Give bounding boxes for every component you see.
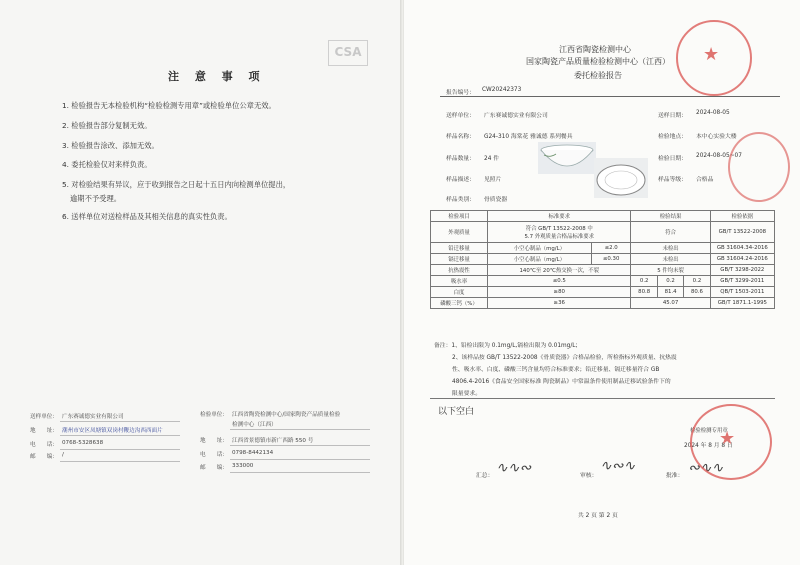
test-limit: ≤0.30: [591, 254, 631, 265]
note-line: 4806.4-2016《食品安全国家标准 陶瓷制品》中常温条件使用制品迁移试验条件下的: [452, 379, 671, 385]
desc: 见照片: [484, 177, 502, 183]
notice-item: 逾期不予受理。: [70, 194, 122, 203]
test-basis: GB/T 1871.1-1995: [710, 298, 774, 309]
note-line: 限量要求。: [452, 391, 481, 397]
qty: 24 件: [484, 156, 500, 162]
table-row: [431, 243, 775, 254]
test-req: ≥36: [488, 298, 631, 309]
test-result: 5 件均未裂: [631, 265, 710, 276]
test-item: 白度: [431, 287, 488, 298]
test-result-3: 80.6: [684, 287, 710, 298]
table-row: [431, 287, 775, 298]
review-label: 审核：: [580, 473, 598, 479]
lab-address-label: 地 址：: [200, 438, 228, 444]
seal-label: 检验检测专用章: [690, 428, 728, 434]
sender-phone: 0768-5328638: [62, 440, 104, 446]
sender-unit-label: 送样单位：: [30, 414, 58, 420]
notice-item: 6. 送样单位对送检样品及其相关信息的真实性负责。: [62, 212, 232, 221]
qty-label: 样品数量：: [446, 156, 475, 162]
desc-label: 样品描述：: [446, 177, 475, 183]
note-line: 备注：1、铅检出限为 0.1mg/L,镉检出限为 0.01mg/L;: [434, 343, 578, 349]
test-req: 140℃至 20℃热交换一次，不裂: [488, 265, 631, 276]
test-req: 小空心制品（mg/L）: [488, 254, 592, 265]
col-header: 检验依据: [710, 211, 774, 222]
blank-below: 以下空白: [438, 407, 475, 417]
test-result-1: 80.8: [631, 287, 657, 298]
sample-name: G24-310 海棠花 雅诚德 系列餐具: [484, 134, 573, 140]
test-req: ≥80: [488, 287, 631, 298]
test-basis: GB 31604.34-2016: [710, 243, 774, 254]
partial-seal: [728, 132, 790, 202]
test-basis: GB/T 3299-2011: [710, 276, 774, 287]
send-date: 2024-08-05: [696, 110, 730, 116]
test-result: 45.07: [631, 298, 710, 309]
lab-postcode-label: 邮 编：: [200, 465, 228, 471]
test-req: 小空心制品（mg/L）: [488, 243, 592, 254]
sender-address: 潮州市安区凤塘镇双岗村鞭边沟西西面片: [62, 428, 163, 434]
report-no-label: 报告编号：: [446, 90, 475, 96]
compile-label: 汇总：: [476, 473, 494, 479]
col-header: 检验项目: [431, 211, 488, 222]
test-result: 符合: [631, 222, 710, 243]
test-result: 未检出: [631, 243, 710, 254]
test-basis: GB 31604.24-2016: [710, 254, 774, 265]
test-result-3: 0.2: [684, 276, 710, 287]
header-line-2: 国家陶瓷产品质量检验检测中心（江西）: [526, 57, 670, 66]
test-item: 铅迁移量: [431, 243, 488, 254]
test-item: 抗热震性: [431, 265, 488, 276]
sender-postcode: /: [62, 452, 64, 458]
col-header: 检验结果: [631, 211, 710, 222]
sender-value: 广东赛诚德实业有限公司: [484, 113, 548, 119]
approve-label: 批准：: [666, 473, 684, 479]
test-place-label: 检验地点：: [658, 134, 687, 140]
table-row: [431, 254, 775, 265]
test-date-label: 检验日期：: [658, 156, 687, 162]
sample-name-label: 样品名称：: [446, 134, 475, 140]
send-date-label: 送样日期：: [658, 113, 687, 119]
table-row: [431, 265, 775, 276]
test-results-table: [430, 210, 775, 309]
sample-photo-bowl: [538, 142, 596, 174]
sender-postcode-label: 邮 编：: [30, 454, 58, 460]
table-row: [431, 276, 775, 287]
lab-address: 江西省景德镇市新广西路 550 号: [232, 438, 314, 444]
notice-item: 2. 检验报告部分复制无效。: [62, 121, 152, 130]
table-row: [431, 222, 775, 243]
test-req: ≤0.5: [488, 276, 631, 287]
lab-unit-2: 检测中心（江西）: [232, 422, 277, 428]
test-item: 外观质量: [431, 222, 488, 243]
note-line: 性、吸水率、白度、磷酸三钙含量均符合标准要求；铅迁移量、镉迁移量符合 GB: [452, 367, 660, 373]
note-line: 2、该样品按 GB/T 13522-2008《骨质瓷器》合格品检验，所检指标外观质量、抗热震: [452, 355, 677, 361]
notice-item: 3. 检验报告涂改、添加无效。: [62, 141, 159, 150]
sample-photo-plate: [594, 158, 648, 198]
test-basis: GB/T 13522-2008: [710, 222, 774, 243]
review-signature: ∿∾∿: [600, 458, 636, 474]
grade: 合格品: [696, 177, 714, 183]
grade-label: 样品等级：: [658, 177, 687, 183]
lab-phone: 0798-8442134: [232, 450, 274, 456]
test-item: 磷酸三钙（%）: [431, 298, 488, 309]
page-number: 共 2 页 第 2 页: [578, 513, 618, 519]
seal-star-icon: ★: [703, 44, 720, 65]
header-line-1: 江西省陶瓷检测中心: [559, 45, 631, 54]
table-row: [431, 298, 775, 309]
test-date: 2024-08-05~07: [696, 153, 742, 159]
test-item: 吸水率: [431, 276, 488, 287]
approve-signature: ∾∿∿: [688, 460, 724, 476]
notice-item: 5. 对检验结果有异议，应于收到报告之日起十五日内向检测单位提出，: [62, 180, 291, 189]
compile-signature: ∿∿∾: [496, 460, 532, 476]
test-result-1: 0.2: [631, 276, 657, 287]
test-req: 符合 GB/T 13522-2008 中 5.7 外观质量合格品标准要求: [488, 222, 631, 243]
col-header: 标准要求: [488, 211, 631, 222]
test-basis: GB/T 3298-2022: [710, 265, 774, 276]
notice-item: 4. 委托检验仅对来样负责。: [62, 160, 152, 169]
test-limit: ≤2.0: [591, 243, 631, 254]
lab-postcode: 333000: [232, 463, 254, 469]
csa-logo: CSA: [328, 40, 368, 66]
sender-unit: 广东赛诚德实业有限公司: [62, 414, 124, 420]
sender-address-label: 地 址：: [30, 428, 58, 434]
lab-unit: 江西省陶瓷检测中心/国家陶瓷产品质量检验: [232, 412, 341, 418]
report-no: CW20242373: [482, 87, 522, 93]
test-place: 本中心实验大楼: [696, 134, 737, 140]
sender-label: 送样单位：: [446, 113, 475, 119]
inspection-seal-star-icon: ★: [719, 428, 736, 449]
notice-item: 1. 检验报告无本检验机构“检验检测专用章”或检验单位公章无效。: [62, 101, 276, 110]
test-result: 未检出: [631, 254, 710, 265]
test-item: 镉迁移量: [431, 254, 488, 265]
issue-date: 2024 年 8 月 8 日: [684, 443, 733, 449]
test-result-2: 81.4: [657, 287, 683, 298]
test-basis: QB/T 1503-2011: [710, 287, 774, 298]
lab-unit-label: 检验单位：: [200, 412, 228, 418]
lab-phone-label: 电 话：: [200, 452, 228, 458]
sender-phone-label: 电 话：: [30, 442, 58, 448]
type-label: 样品类别：: [446, 197, 475, 203]
notice-title: 注 意 事 项: [168, 70, 266, 83]
type: 骨质瓷器: [484, 197, 508, 203]
test-result-2: 0.2: [657, 276, 683, 287]
report-title: 委托检验报告: [574, 71, 622, 80]
